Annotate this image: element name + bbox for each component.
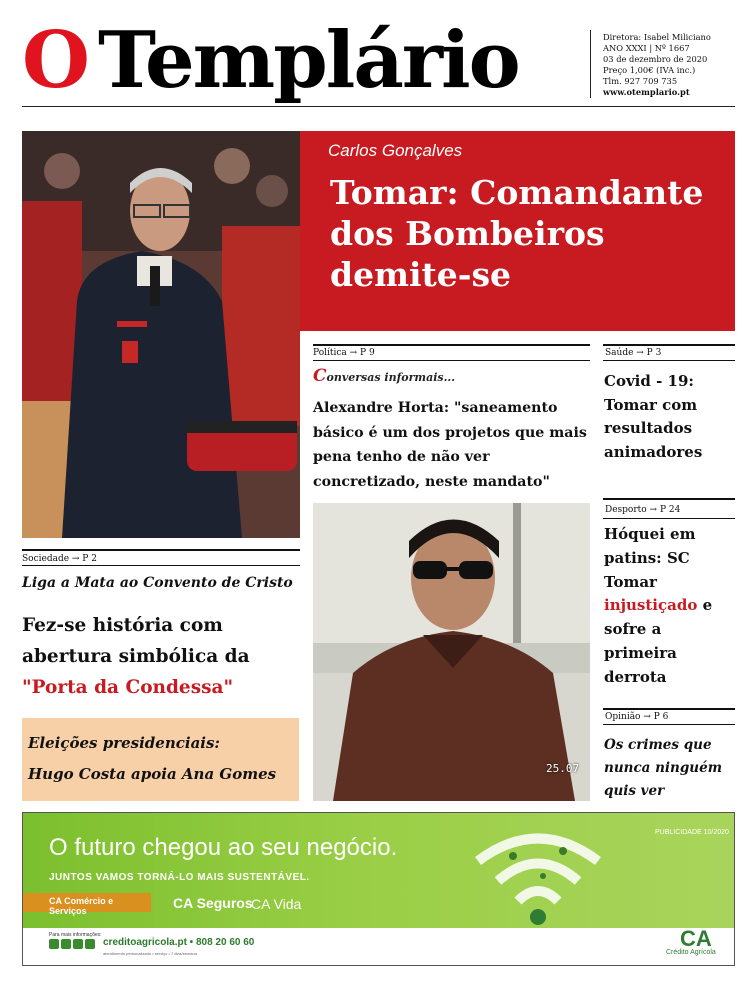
ad-info-label: Para mais informações: [49, 932, 102, 938]
ad-brand-vida: CA Vida [251, 896, 302, 912]
youtube-icon[interactable] [73, 939, 83, 949]
ad-brand-seguros: CA Seguros [173, 895, 253, 911]
lead-author: Carlos Gonçalves [328, 141, 463, 160]
kicker-rest: onversas informais... [326, 371, 456, 384]
sociedade-rule-top [22, 549, 300, 551]
eleicoes-box[interactable] [22, 718, 299, 801]
politica-section-label[interactable]: Política → P 9 [313, 348, 375, 358]
lead-headline[interactable]: Tomar: Comandante dos Bombeiros demite-se [330, 173, 704, 294]
sociedade-rule-bottom [22, 565, 300, 566]
politica-rule-top [313, 344, 590, 346]
opiniao-rule-top [603, 708, 735, 710]
phone: Tlm. 927 709 735 [603, 76, 678, 86]
logo-o: O [22, 15, 88, 106]
issue-number: ANO XXXI | Nº 1667 [603, 43, 690, 53]
instagram-icon[interactable] [61, 939, 71, 949]
ad-social-icons [49, 939, 95, 949]
ad-bar-label: CA Comércio e Serviços [49, 896, 114, 916]
ad-wifi-illustration [473, 821, 603, 935]
alexandre-horta-photo [313, 503, 590, 801]
opiniao-headline[interactable]: Os crimes que nunca ninguém quis ver [604, 737, 722, 799]
desporto-headline[interactable] [604, 523, 730, 690]
ca-logo: CA [680, 926, 712, 951]
ad-fine-print: atendimento personalizado • serviço • 7 dias/semana [103, 951, 197, 956]
politica-kicker [313, 366, 455, 386]
desporto-headline-b: e sofre a primeira derrota [604, 596, 713, 686]
politica-rule-bottom [313, 360, 590, 361]
ad-subtitle: JUNTOS VAMOS TORNÁ-LO MAIS SUSTENTÁVEL. [49, 872, 310, 883]
sociedade-headline[interactable] [22, 610, 307, 703]
desporto-headline-red: injustiçado [604, 596, 698, 615]
desporto-section-label[interactable]: Desporto → P 24 [605, 505, 681, 515]
logo-name: Templário [97, 15, 519, 106]
sociedade-kicker: Liga a Mata ao Convento de Cristo [22, 575, 293, 591]
price: Preço 1,00€ (IVA inc.) [603, 65, 696, 75]
saude-rule-bottom [603, 360, 735, 361]
eleicoes-line2: Hugo Costa apoia Ana Gomes [28, 765, 277, 783]
opiniao-rule-bottom [603, 724, 735, 725]
ad-orange-bar [23, 893, 151, 916]
linkedin-icon[interactable] [85, 939, 95, 949]
ad-website-phone[interactable]: creditoagricola.pt • 808 20 60 60 [103, 937, 255, 948]
ad-title: O futuro chegou ao seu negócio. [49, 834, 398, 861]
saude-headline[interactable]: Covid - 19: Tomar com resultados animadores [604, 372, 703, 461]
politica-headline[interactable]: Alexandre Horta: "saneamento básico é um dos projetos que mais pena tenho de não ver concretizado, neste mandato" [313, 400, 587, 490]
website-link[interactable]: www.otemplario.pt [603, 87, 690, 97]
kicker-initial: C [313, 366, 327, 386]
facebook-icon[interactable] [49, 939, 59, 949]
sociedade-section-label[interactable]: Sociedade → P 2 [22, 554, 97, 564]
masthead-separator [590, 30, 591, 98]
eleicoes-line1: Eleições presidenciais: [28, 734, 220, 752]
director: Diretora: Isabel Miliciano [603, 32, 711, 42]
saude-rule-top [603, 344, 735, 346]
sociedade-headline-red: "Porta da Condessa" [22, 677, 234, 698]
commander-photo [22, 131, 300, 538]
photo-date-stamp: 25.07 [546, 762, 580, 775]
saude-section-label[interactable]: Saúde → P 3 [605, 348, 662, 358]
opiniao-section-label[interactable]: Opinião → P 6 [605, 712, 669, 722]
credito-agricola-ad[interactable] [22, 812, 735, 966]
desporto-rule-bottom [603, 518, 735, 519]
masthead-rule [22, 106, 735, 107]
issue-date: 03 de dezembro de 2020 [603, 54, 708, 64]
sociedade-headline-a: Fez-se história com abertura simbólica da [22, 615, 250, 667]
newspaper-logo [22, 15, 519, 106]
masthead-info [603, 32, 748, 98]
ca-logo-caption: Crédito Agrícola [666, 949, 716, 956]
desporto-rule-top [603, 498, 735, 500]
ad-publicidade-label: PUBLICIDADE 10/2020 [655, 829, 729, 836]
desporto-headline-a: Hóquei em patins: SC Tomar [604, 525, 696, 591]
